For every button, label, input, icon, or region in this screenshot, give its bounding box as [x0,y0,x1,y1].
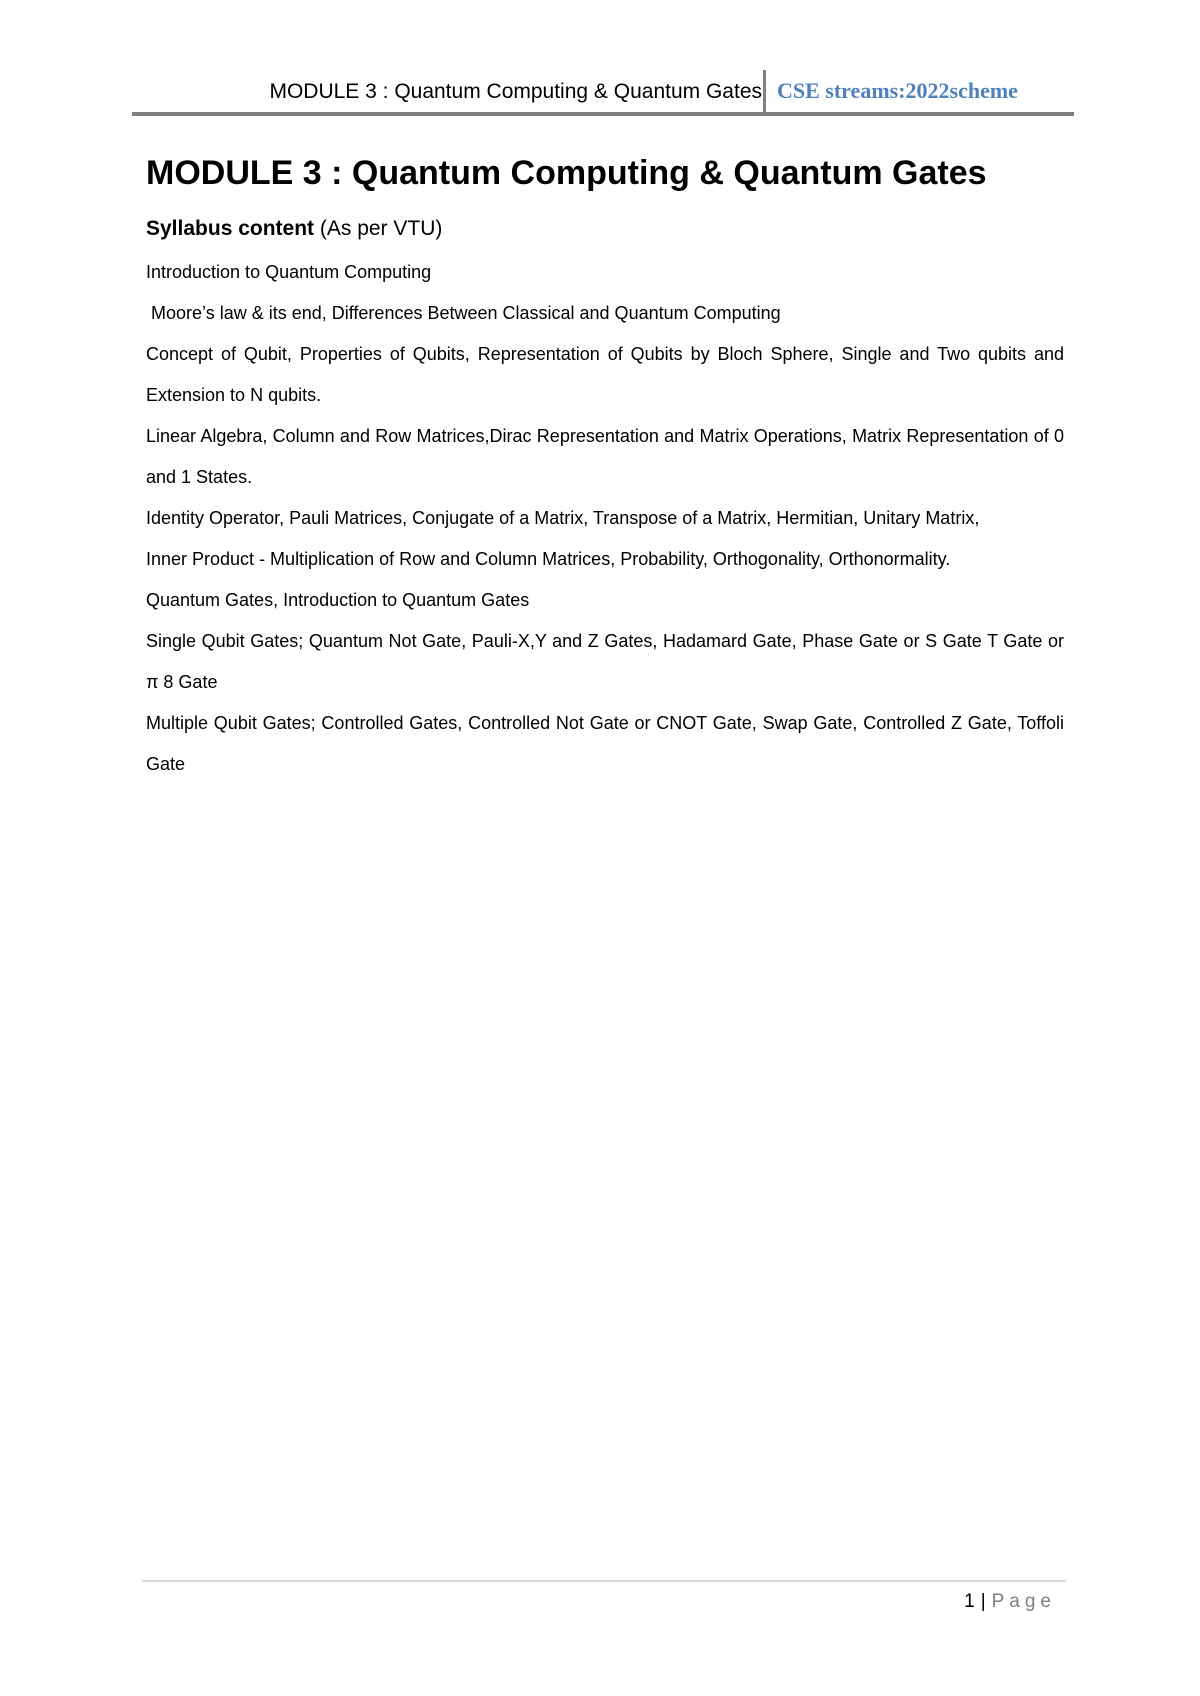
syllabus-item: Multiple Qubit Gates; Controlled Gates, Controlled Not Gate or CNOT Gate, Swap Gate, Controlled Z Gate, Toffoli Gate [146,713,1064,774]
syllabus-item: Linear Algebra, Column and Row Matrices,Dirac Representation and Matrix Operations, Matrix Representation of 0 and 1 States. [146,426,1064,487]
syllabus-item: Quantum Gates, Introduction to Quantum Gates [146,590,530,610]
syllabus-item: Concept of Qubit, Properties of Qubits, Representation of Qubits by Bloch Sphere, Single and Two qubits and Extension to N qubits. [146,344,1064,405]
page-label: Page [991,1591,1056,1612]
document-body [146,150,1064,785]
syllabus-item: Identity Operator, Pauli Matrices, Conjugate of a Matrix, Transpose of a Matrix, Hermitian, Unitary Matrix, [146,508,980,528]
syllabus-item: Moore’s law & its end, Differences Between Classical and Quantum Computing [151,303,781,323]
syllabus-heading-note: (As per VTU) [314,217,443,240]
syllabus-heading [146,214,1064,244]
document-title: MODULE 3 : Quantum Computing & Quantum Gates [146,154,987,192]
syllabus-list [146,252,1064,785]
footer-divider [142,1580,1066,1582]
header-separator [763,70,766,112]
page-footer [964,1588,1056,1616]
page-number: 1 [964,1591,975,1612]
syllabus-heading-bold: Syllabus content [146,217,315,240]
footer-separator: | [980,1591,986,1612]
syllabus-item: Single Qubit Gates; Quantum Not Gate, Pauli-X,Y and Z Gates, Hadamard Gate, Phase Gate or S Gate T Gate or π 8 Gate [146,631,1064,692]
page-header [132,68,1074,116]
header-module-title: MODULE 3 : Quantum Computing & Quantum Gates [269,80,762,103]
header-stream-label: CSE streams:2022scheme [777,78,1018,103]
syllabus-item: Introduction to Quantum Computing [146,262,432,282]
syllabus-item: Inner Product - Multiplication of Row and Column Matrices, Probability, Orthogonality, Orthonormality. [146,549,951,569]
